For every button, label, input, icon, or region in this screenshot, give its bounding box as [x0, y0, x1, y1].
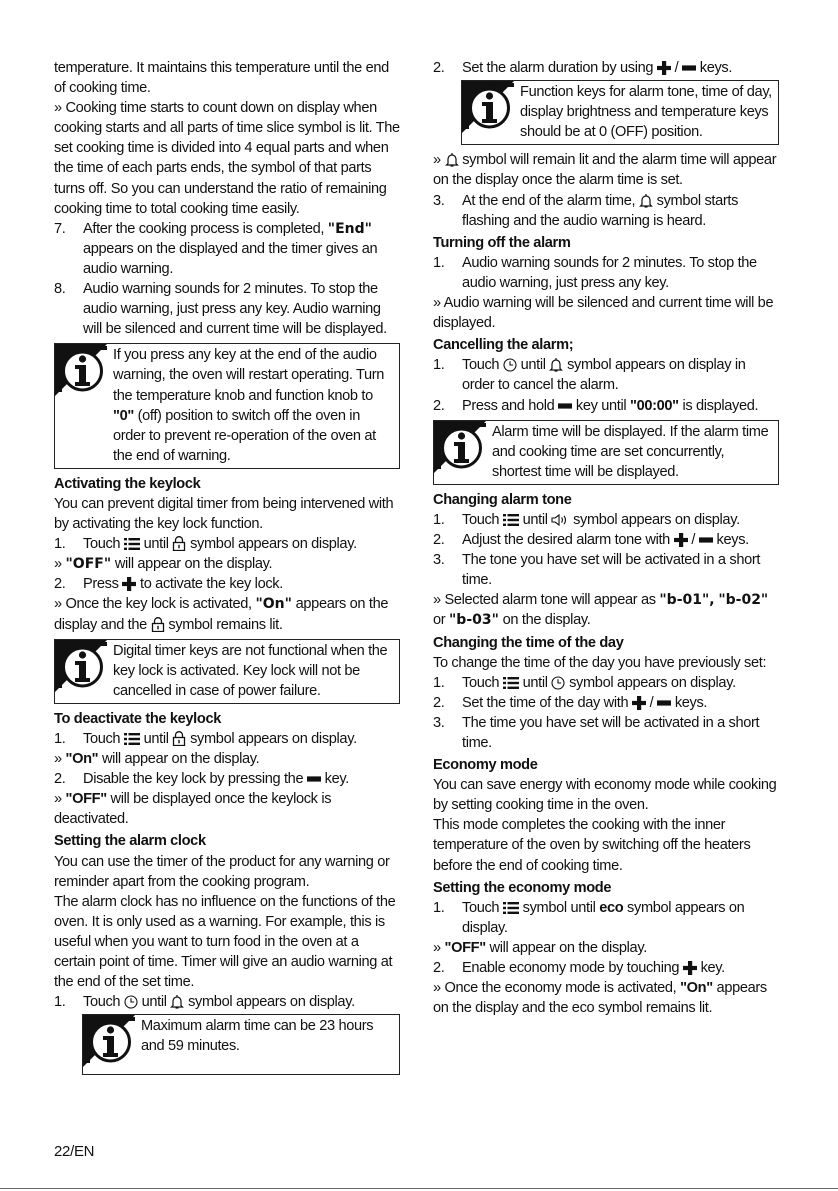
- section-heading: To deactivate the keylock: [54, 710, 221, 727]
- text: /: [649, 694, 654, 711]
- note-text: If you press any key at the end of the audio warning, the oven will restart operating. Turn the temperature knob and function knob to: [113, 347, 385, 404]
- section-heading: Changing the time of the day: [433, 634, 624, 651]
- list-item: [433, 530, 779, 550]
- section-heading: Activating the keylock: [54, 475, 201, 492]
- list-item: [54, 729, 400, 749]
- paragraph: This mode completes the cooking with the inner temperature of the oven by switching off the heaters before the end of cooking time.: [433, 817, 751, 874]
- left-column: [54, 58, 400, 1080]
- paragraph: You can save energy with economy mode while cooking by setting cooking time in the oven.: [433, 777, 777, 814]
- info-note: [82, 1014, 400, 1075]
- text: will be displayed once the keylock is deactivated.: [54, 791, 332, 828]
- text: Set the time of the day with: [462, 694, 629, 711]
- text: until: [143, 536, 169, 553]
- list-item: [433, 693, 779, 713]
- list-item: [54, 992, 400, 1012]
- text: /: [674, 60, 679, 76]
- bell-icon: [445, 152, 459, 167]
- note-text: Alarm time will be displayed. If the alarm time and cooking time are set concurrently, shortest time will be displayed.: [492, 423, 769, 480]
- page-number: 22/EN: [54, 1143, 95, 1160]
- info-note: [433, 420, 779, 485]
- info-note: [54, 639, 400, 704]
- text: until: [143, 731, 169, 747]
- list-item: [433, 713, 779, 753]
- text: »: [433, 152, 441, 169]
- result-line: [433, 938, 779, 958]
- note-text: (off) position to switch off the oven in order to prevent re-operation of the oven at the end of warning.: [113, 407, 376, 464]
- plus-icon: [657, 61, 671, 75]
- list-number: 2.: [433, 960, 445, 977]
- text: until: [522, 674, 548, 691]
- text: Enable economy mode by touching: [462, 960, 680, 977]
- text: will appear on the display.: [114, 556, 273, 573]
- text: After the cooking process is completed,: [83, 220, 325, 237]
- list-number: 2.: [433, 397, 445, 414]
- display-text: "b-02": [718, 592, 769, 609]
- paragraph: temperature. It maintains this temperature until the end of cooking time.: [54, 60, 389, 97]
- text: is displayed.: [682, 397, 759, 414]
- text: /: [691, 532, 696, 549]
- text: Disable the key lock by pressing the: [83, 771, 304, 788]
- list-item: [54, 534, 400, 554]
- text: keys.: [699, 60, 733, 76]
- text: Touch: [462, 674, 500, 691]
- bell-icon: [170, 994, 184, 1009]
- text: to activate the key lock.: [140, 576, 283, 593]
- text: symbol appears on display in order to cancel the alarm.: [462, 357, 746, 394]
- text: key until: [575, 397, 627, 414]
- minus-icon: [307, 772, 321, 786]
- display-text: "OFF": [444, 939, 486, 956]
- plus-icon: [632, 696, 646, 710]
- plus-icon: [122, 577, 136, 591]
- text: Touch: [462, 357, 500, 374]
- text: The tone you have set will be activated in a short time.: [462, 552, 761, 589]
- minus-icon: [558, 399, 572, 413]
- menu-icon: [503, 676, 519, 690]
- menu-icon: [503, 513, 519, 527]
- lock-icon: [151, 617, 165, 632]
- text: Set the alarm duration by using: [462, 60, 654, 76]
- eco-symbol-text: eco: [599, 899, 624, 916]
- bell-icon: [639, 193, 653, 208]
- menu-icon: [124, 537, 140, 551]
- text: key.: [700, 960, 725, 977]
- text: Press and hold: [462, 397, 555, 414]
- list-number: 1.: [433, 899, 445, 916]
- note-text: Function keys for alarm tone, time of day, display brightness and temperature keys should be at 0 (OFF) position.: [520, 84, 772, 141]
- result-line: » Audio warning will be silenced and current time will be displayed.: [433, 295, 774, 332]
- text: or: [433, 612, 446, 629]
- plus-icon: [674, 533, 688, 547]
- clock-icon: [503, 358, 517, 372]
- list-item: [54, 219, 400, 279]
- result-line: [54, 749, 400, 769]
- lock-icon: [172, 731, 186, 746]
- list-item: [433, 958, 779, 978]
- list-item: [54, 279, 400, 339]
- clock-icon: [124, 995, 138, 1009]
- text: symbol appears on display.: [569, 674, 736, 691]
- display-text: "OFF": [65, 556, 112, 573]
- text: ,: [709, 592, 715, 609]
- text: appears on the displayed and the timer gives an audio warning.: [83, 240, 378, 277]
- display-text: "OFF": [65, 791, 107, 808]
- speaker-icon: [551, 513, 569, 527]
- text: will appear on the display.: [101, 751, 260, 768]
- text: symbol appears on display.: [573, 511, 740, 528]
- menu-icon: [503, 901, 519, 915]
- display-text: "0": [113, 407, 134, 424]
- list-item: [433, 673, 779, 693]
- text: Touch: [83, 536, 121, 553]
- list-number: 1.: [433, 511, 445, 528]
- result-line: [433, 150, 779, 190]
- paragraph: You can use the timer of the product for any warning or reminder apart from the cooking program.: [54, 853, 390, 890]
- result-line: [54, 594, 400, 634]
- display-text: "00:00": [630, 397, 679, 414]
- info-icon: [462, 81, 517, 135]
- list-number: 1.: [54, 731, 66, 747]
- list-number: 3.: [433, 192, 445, 209]
- list-item: [54, 769, 400, 789]
- text: » Once the economy mode is activated,: [433, 980, 677, 997]
- text: Touch: [462, 511, 500, 528]
- display-text: "b-03": [449, 612, 499, 629]
- text: until: [141, 994, 167, 1011]
- paragraph: » Cooking time starts to count down on display when cooking starts and all parts of time slice symbol is lit. The set cooking time is divided into 4 equal parts and when the time of each parts ends, the symbol of that parts turns off. So you can understand the ratio of remaining cooking time to total cooking time easily.: [54, 100, 400, 217]
- list-number: 2.: [54, 771, 66, 788]
- list-number: 2.: [54, 576, 66, 593]
- section-heading: Changing alarm tone: [433, 491, 572, 508]
- text: keys.: [716, 532, 749, 549]
- plus-icon: [683, 961, 697, 975]
- text: symbol appears on display.: [190, 536, 357, 553]
- list-number: 1.: [54, 536, 66, 553]
- minus-icon: [682, 61, 696, 75]
- minus-icon: [699, 533, 713, 547]
- display-text: "On": [65, 751, 99, 768]
- info-note: [461, 80, 779, 145]
- info-icon: [434, 421, 489, 475]
- list-number: 8.: [54, 281, 66, 298]
- paragraph: The alarm clock has no influence on the functions of the oven. It is only used as a warning. For example, this is useful when you want to turn food in the oven at a certain point of time. Timer will give an audio warning at the end of the set time.: [54, 893, 396, 991]
- text: Touch: [83, 994, 121, 1011]
- right-column: [433, 58, 779, 1018]
- menu-icon: [124, 732, 140, 746]
- display-text: "On": [680, 980, 713, 997]
- text: »: [54, 751, 62, 768]
- text: Press: [83, 576, 119, 593]
- note-text: Digital timer keys are not functional when the key lock is activated. Key lock will not be cancelled in case of power failure.: [113, 642, 388, 699]
- list-number: 1.: [433, 674, 445, 691]
- list-item: [433, 510, 779, 530]
- result-line: [54, 554, 400, 574]
- text: symbol appears on display.: [188, 994, 355, 1011]
- result-line: [433, 978, 779, 1018]
- list-number: 2.: [433, 694, 445, 711]
- text: »: [433, 939, 441, 956]
- display-text-end: "End": [327, 220, 372, 237]
- list-number: 1.: [433, 357, 445, 374]
- result-line: [54, 789, 400, 829]
- paragraph: You can prevent digital timer from being intervened with by activating the key lock function.: [54, 495, 394, 533]
- info-icon: [55, 640, 110, 694]
- bell-icon: [549, 357, 563, 372]
- text: symbol appears on display.: [462, 899, 745, 936]
- text: » Selected alarm tone will appear as: [433, 592, 656, 609]
- bottom-rule: [0, 1188, 838, 1189]
- text: Touch: [462, 899, 500, 916]
- text: Adjust the desired alarm tone with: [462, 532, 670, 549]
- list-item: [54, 574, 400, 594]
- display-text: "b-01": [659, 592, 710, 609]
- text: until: [522, 511, 548, 528]
- list-item: [433, 550, 779, 590]
- text: until: [520, 357, 546, 374]
- text: Touch: [83, 731, 121, 747]
- list-number: 2.: [433, 60, 445, 76]
- paragraph: To change the time of the day you have previously set:: [433, 654, 767, 671]
- text: keys.: [674, 694, 708, 711]
- text: key.: [324, 771, 349, 788]
- list-number: 7.: [54, 220, 66, 237]
- list-item: [433, 396, 779, 416]
- text: symbol appears on display.: [190, 731, 357, 747]
- text: appears on the display and the: [54, 596, 389, 633]
- list-item: [433, 191, 779, 231]
- text: At the end of the alarm time,: [462, 192, 636, 209]
- text: symbol will remain lit and the alarm time will appear on the display once the alarm time is set.: [433, 152, 777, 189]
- section-heading: Cancelling the alarm;: [433, 337, 574, 354]
- display-text: "On": [255, 596, 292, 613]
- text: symbol until: [522, 899, 596, 916]
- section-heading: Setting the economy mode: [433, 879, 612, 896]
- section-heading: Setting the alarm clock: [54, 833, 206, 850]
- info-icon: [55, 344, 110, 398]
- list-number: 3.: [433, 714, 445, 731]
- clock-icon: [551, 676, 565, 690]
- list-item: [433, 898, 779, 938]
- text: The time you have set will be activated in a short time.: [462, 714, 760, 751]
- list-number: 3.: [433, 552, 445, 569]
- list-number: 1.: [54, 994, 66, 1011]
- minus-icon: [657, 696, 671, 710]
- result-line: [433, 590, 779, 630]
- text: Audio warning sounds for 2 minutes. To stop the audio warning, just press any key. Audio warning will be silenced and current time will be displayed.: [83, 281, 387, 338]
- text: » Once the key lock is activated,: [54, 596, 252, 613]
- info-note: [54, 343, 400, 469]
- section-heading: Economy mode: [433, 757, 538, 774]
- text: symbol starts flashing and the audio warning is heard.: [462, 192, 739, 229]
- text: appears on the display and the eco symbol remains lit.: [433, 980, 767, 1017]
- section-heading: Turning off the alarm: [433, 234, 571, 251]
- text: »: [54, 556, 62, 573]
- text: will appear on the display.: [489, 939, 647, 956]
- list-number: 2.: [433, 532, 445, 549]
- list-item: [433, 58, 779, 78]
- text: Audio warning sounds for 2 minutes. To stop the audio warning, just press any key.: [462, 254, 757, 291]
- list-number: 1.: [433, 254, 445, 271]
- lock-icon: [172, 536, 186, 551]
- note-text: Maximum alarm time can be 23 hours and 59 minutes.: [141, 1018, 374, 1055]
- text: on the display.: [502, 612, 591, 629]
- info-icon: [83, 1015, 138, 1069]
- text: »: [54, 791, 62, 808]
- list-item: [433, 355, 779, 395]
- text: symbol remains lit.: [168, 616, 283, 633]
- list-item: [433, 253, 779, 293]
